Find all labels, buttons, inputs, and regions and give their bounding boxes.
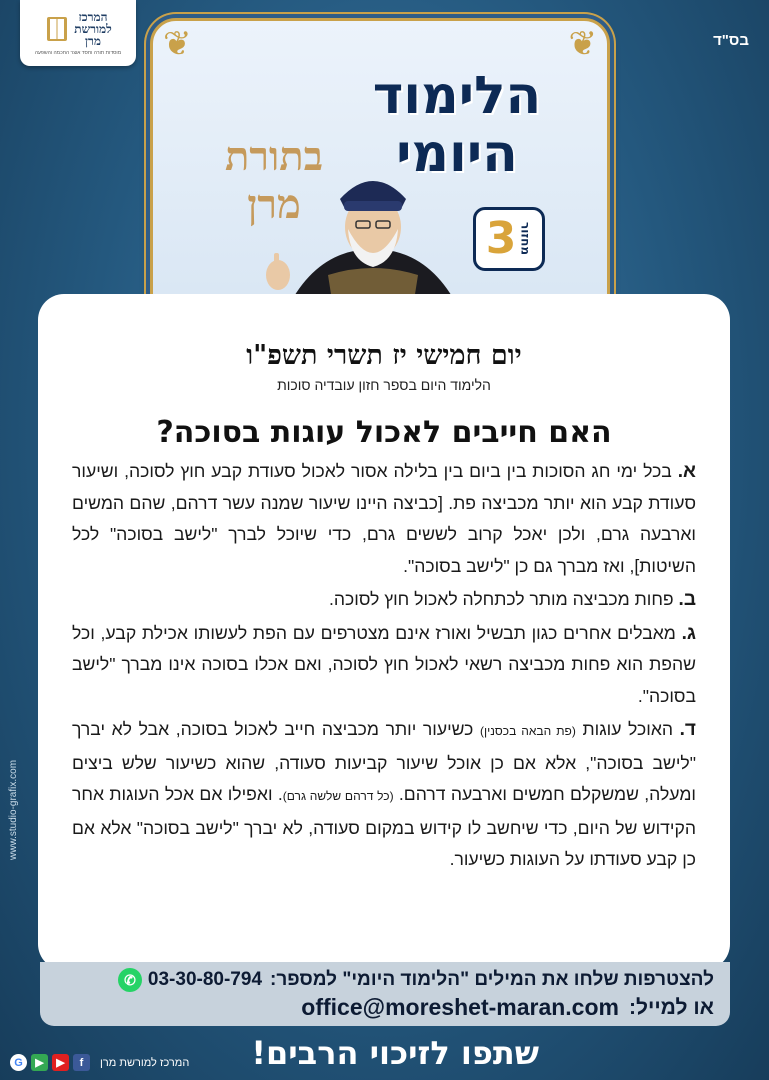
contact-box xyxy=(40,962,730,1026)
google-icon[interactable]: G xyxy=(10,1054,27,1071)
section-a: א. בכל ימי חג הסוכות בין ביום בין בלילה אסור לאכול סעודת קבע חוץ לסוכה, ושיעור סעודת קבע הוא יותר מכביצה פת. [כביצה היינו שיעור שמנה עשר דרהם, שהם המשים וארבעה גרם, ולכן יאכל קרוב לששים גרם, כדי שיוכל לברך "לישב בסוכה" לכל השיטות], ואז מברך גם כן "לישב בסוכה". xyxy=(72,461,696,576)
youtube-icon[interactable]: ▶ xyxy=(52,1054,69,1071)
join-instructions: להצטרפות שלחו את המילים "הלימוד היומי" למספר: xyxy=(270,969,714,990)
program-title: הלימוד היומי xyxy=(372,66,542,184)
play-store-icon[interactable]: ▶ xyxy=(31,1054,48,1071)
logo-subtitle: מוסדות תורה וחסד אוצר החכמה והשפעה xyxy=(34,49,122,56)
facebook-icon[interactable]: f xyxy=(73,1054,90,1071)
social-links xyxy=(10,1054,189,1071)
organization-logo xyxy=(20,0,136,66)
section-letter: ד. xyxy=(679,719,696,740)
section-c: ג. מאבלים אחרים כגון תבשיל ואורז אינם מצטרפים עם הפת לעשותו אכילת קבע, וכל שהפת הוא פחות מכביצה רשאי לאכול חוץ לסוכה, ואם אכלו בסוכה אינו מברך "לישב בסוכה". xyxy=(72,622,696,706)
lesson-question: האם חייבים לאכול עוגות בסוכה? xyxy=(156,415,612,450)
book-icon xyxy=(44,14,70,44)
program-subtitle: בתורת מרן xyxy=(225,133,323,228)
cycle-number: 3 xyxy=(485,213,517,264)
bsd-mark: בס"ד xyxy=(713,32,749,49)
section-b: ב. פחות מכביצה מותר לכתחלה לאכול חוץ לסוכה. xyxy=(329,589,696,610)
logo-text: המרכז למורשת מרן xyxy=(74,9,112,48)
ornament-icon: ❦ xyxy=(568,24,597,64)
contact-email[interactable]: office@moreshet-maran.com xyxy=(301,994,619,1020)
whatsapp-number[interactable]: 03-30-80-794 xyxy=(147,969,263,990)
share-slogan: שתפו לזיכוי הרבים! xyxy=(251,1034,539,1072)
lesson-card xyxy=(38,294,730,970)
section-letter: א. xyxy=(677,461,696,482)
lesson-source: הלימוד היום בספר חזון עובדיה סוכות xyxy=(277,377,491,393)
email-label: או למייל: xyxy=(628,995,714,1019)
whatsapp-icon[interactable]: ✆ xyxy=(118,968,142,992)
lesson-date: יום חמישי יז תשרי תשפ"ו xyxy=(246,340,522,371)
designer-credit: www.studio-grafix.com xyxy=(8,759,19,860)
ornament-icon: ❦ xyxy=(163,24,192,64)
organization-name: המרכז למורשת מרן xyxy=(100,1056,190,1069)
title-frame xyxy=(150,18,610,340)
cycle-label: מחזור xyxy=(518,222,533,256)
section-letter: ג. xyxy=(681,622,696,644)
section-letter: ב. xyxy=(678,589,696,610)
section-d: ד. האוכל עוגות (פת הבאה בכסנין) כשיעור יותר מכביצה חייב לאכול בסוכה, אבל לא יברך "לישב בסוכה", אלא אם כן אוכל שיעור קביעות סעודה, שהוא כשיעור שלש ביצים ומעלה, שמשקלם חמשים וארבעה דרהם. (כל דרהם שלשה גרם). ואפילו אם אכל העוגות אחר הקידוש של היום, כדי שיחשב לו קידוש במקום סעודה, לא יברך "לישב בסוכה" אלא אם כן קבע סעודתו על העוגות כשיעור. xyxy=(72,719,696,869)
